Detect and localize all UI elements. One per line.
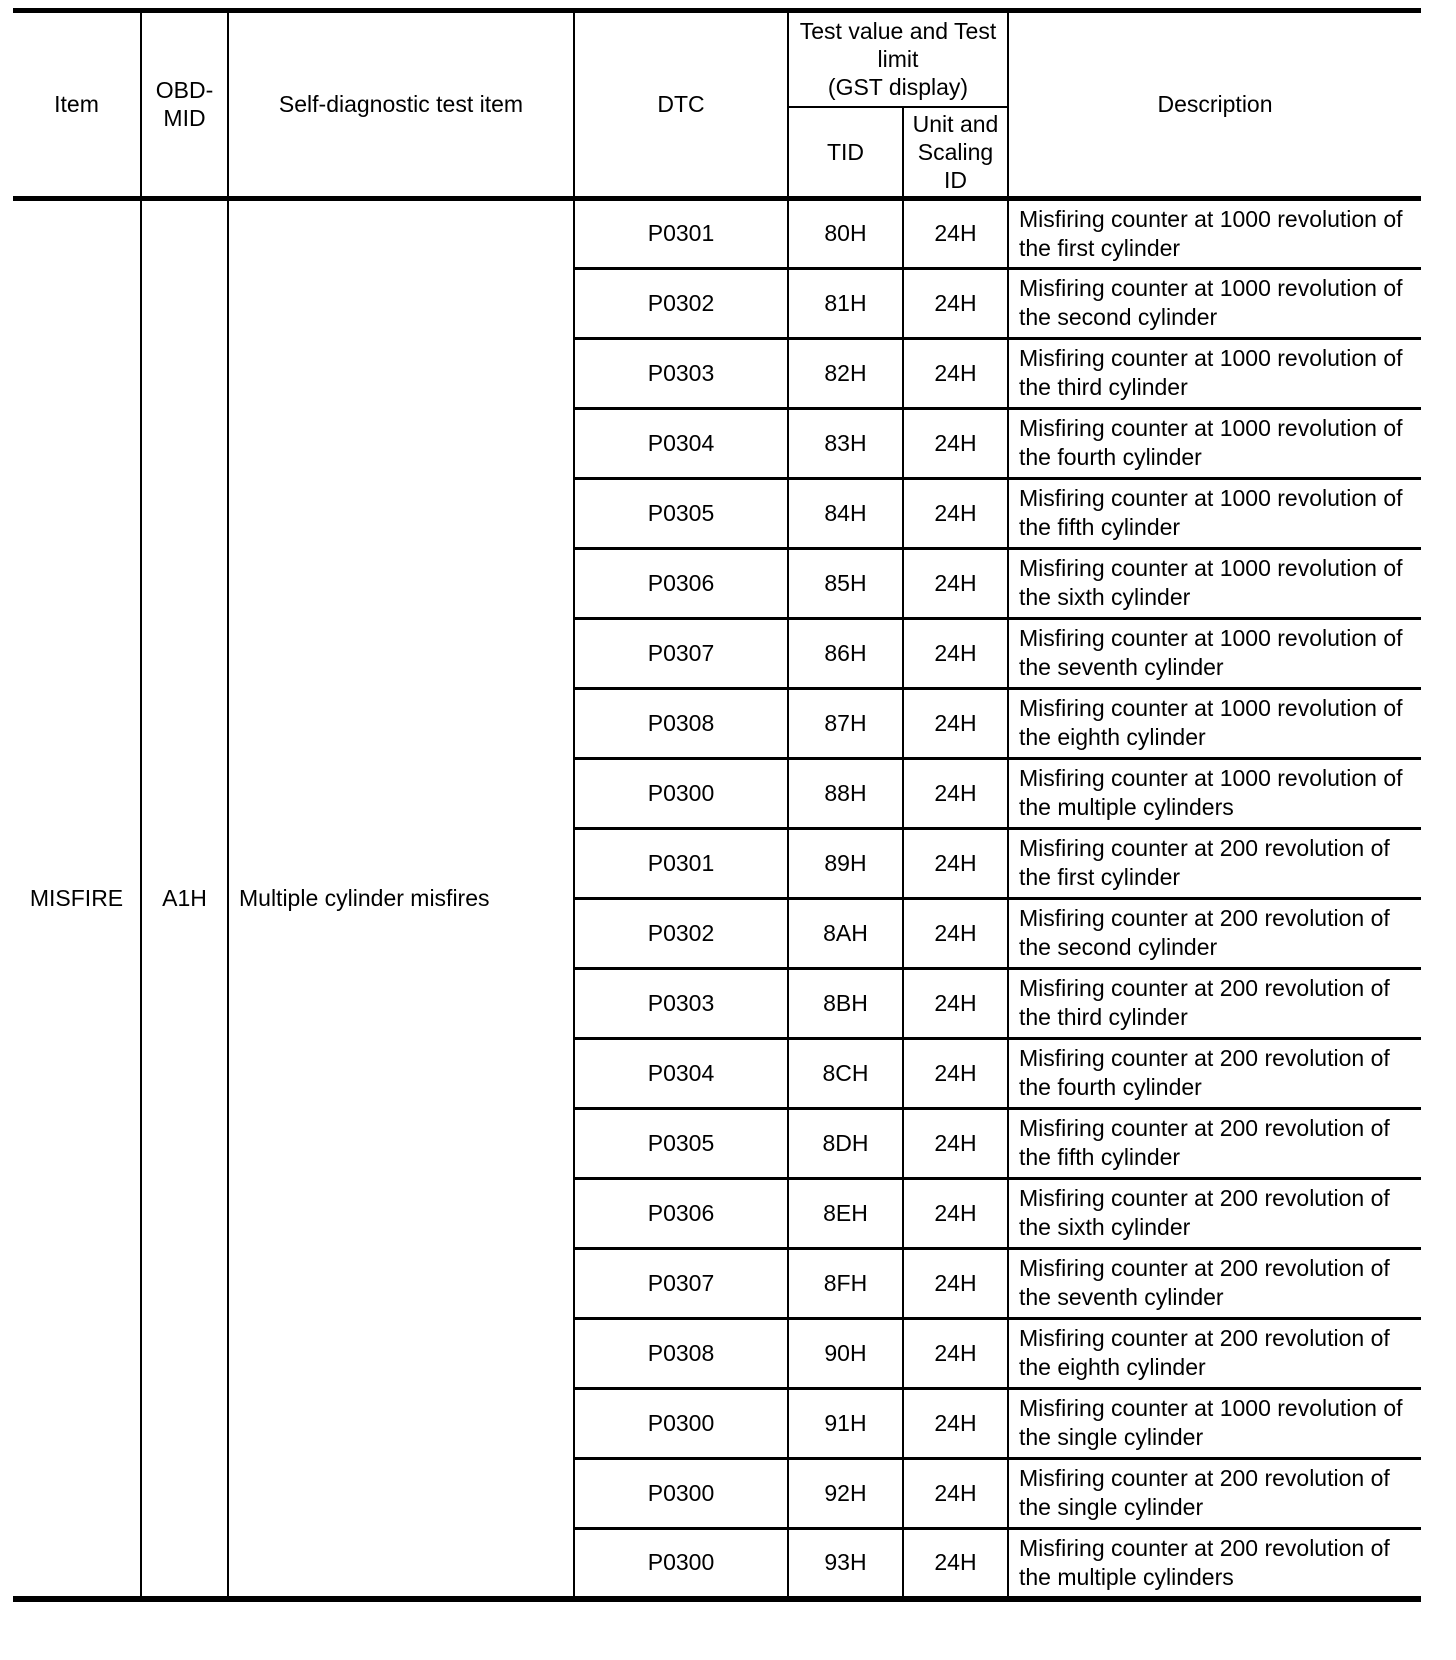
unit-scaling-cell: 24H <box>903 898 1008 968</box>
table-body <box>13 198 1421 1599</box>
unit-scaling-cell: 24H <box>903 618 1008 688</box>
unit-scaling-cell: 24H <box>903 1458 1008 1528</box>
unit-scaling-cell: 24H <box>903 1108 1008 1178</box>
unit-scaling-cell: 24H <box>903 828 1008 898</box>
dtc-cell: P0307 <box>574 1248 788 1318</box>
dtc-cell: P0305 <box>574 1108 788 1178</box>
tid-cell: 8AH <box>788 898 903 968</box>
description-cell: Misfiring counter at 200 revolution of the multiple cylinders <box>1008 1528 1421 1599</box>
unit-scaling-cell: 24H <box>903 688 1008 758</box>
tid-cell: 8EH <box>788 1178 903 1248</box>
unit-scaling-cell: 24H <box>903 548 1008 618</box>
tid-cell: 90H <box>788 1318 903 1388</box>
description-cell: Misfiring counter at 200 revolution of the seventh cylinder <box>1008 1248 1421 1318</box>
dtc-cell: P0302 <box>574 268 788 338</box>
self-diagnostic-cell: Multiple cylinder misfires <box>228 198 574 1599</box>
description-cell: Misfiring counter at 200 revolution of the third cylinder <box>1008 968 1421 1038</box>
item-cell: MISFIRE <box>13 198 141 1599</box>
dtc-cell: P0300 <box>574 1528 788 1599</box>
tid-cell: 82H <box>788 338 903 408</box>
unit-scaling-cell: 24H <box>903 198 1008 268</box>
dtc-cell: P0304 <box>574 408 788 478</box>
description-cell: Misfiring counter at 1000 revolution of the single cylinder <box>1008 1388 1421 1458</box>
unit-scaling-cell: 24H <box>903 338 1008 408</box>
obd-mid-cell: A1H <box>141 198 228 1599</box>
unit-scaling-cell: 24H <box>903 1388 1008 1458</box>
unit-scaling-cell: 24H <box>903 478 1008 548</box>
description-cell: Misfiring counter at 1000 revolution of the eighth cylinder <box>1008 688 1421 758</box>
table-header <box>13 11 1421 199</box>
unit-scaling-cell: 24H <box>903 408 1008 478</box>
unit-scaling-cell: 24H <box>903 1178 1008 1248</box>
test-value-limit-label: Test value and Test limit <box>799 18 997 73</box>
tid-cell: 89H <box>788 828 903 898</box>
tid-cell: 88H <box>788 758 903 828</box>
col-header-self-diagnostic: Self-diagnostic test item <box>228 11 574 199</box>
tid-cell: 8CH <box>788 1038 903 1108</box>
unit-scaling-cell: 24H <box>903 268 1008 338</box>
description-cell: Misfiring counter at 1000 revolution of the fourth cylinder <box>1008 408 1421 478</box>
unit-scaling-cell: 24H <box>903 1528 1008 1599</box>
tid-cell: 92H <box>788 1458 903 1528</box>
col-header-unit-scaling: Unit and Scaling ID <box>903 107 1008 199</box>
unit-scaling-cell: 24H <box>903 1318 1008 1388</box>
col-header-dtc: DTC <box>574 11 788 199</box>
tid-cell: 8DH <box>788 1108 903 1178</box>
description-cell: Misfiring counter at 1000 revolution of the multiple cylinders <box>1008 758 1421 828</box>
dtc-cell: P0308 <box>574 1318 788 1388</box>
description-cell: Misfiring counter at 1000 revolution of the first cylinder <box>1008 198 1421 268</box>
unit-scaling-cell: 24H <box>903 968 1008 1038</box>
tid-cell: 8FH <box>788 1248 903 1318</box>
description-cell: Misfiring counter at 1000 revolution of the sixth cylinder <box>1008 548 1421 618</box>
dtc-cell: P0300 <box>574 758 788 828</box>
table-row <box>13 198 1421 268</box>
description-cell: Misfiring counter at 200 revolution of the first cylinder <box>1008 828 1421 898</box>
description-cell: Misfiring counter at 200 revolution of the sixth cylinder <box>1008 1178 1421 1248</box>
tid-cell: 84H <box>788 478 903 548</box>
header-row-top <box>13 11 1421 107</box>
description-cell: Misfiring counter at 200 revolution of the second cylinder <box>1008 898 1421 968</box>
dtc-cell: P0306 <box>574 1178 788 1248</box>
description-cell: Misfiring counter at 200 revolution of the fourth cylinder <box>1008 1038 1421 1108</box>
tid-cell: 93H <box>788 1528 903 1599</box>
tid-cell: 83H <box>788 408 903 478</box>
description-cell: Misfiring counter at 200 revolution of the fifth cylinder <box>1008 1108 1421 1178</box>
dtc-cell: P0306 <box>574 548 788 618</box>
tid-cell: 80H <box>788 198 903 268</box>
dtc-cell: P0301 <box>574 198 788 268</box>
description-cell: Misfiring counter at 1000 revolution of the second cylinder <box>1008 268 1421 338</box>
dtc-cell: P0300 <box>574 1458 788 1528</box>
dtc-cell: P0305 <box>574 478 788 548</box>
col-header-item: Item <box>13 11 141 199</box>
dtc-cell: P0303 <box>574 338 788 408</box>
description-cell: Misfiring counter at 1000 revolution of the seventh cylinder <box>1008 618 1421 688</box>
tid-cell: 87H <box>788 688 903 758</box>
tid-cell: 8BH <box>788 968 903 1038</box>
description-cell: Misfiring counter at 200 revolution of the single cylinder <box>1008 1458 1421 1528</box>
dtc-cell: P0304 <box>574 1038 788 1108</box>
dtc-cell: P0301 <box>574 828 788 898</box>
dtc-cell: P0300 <box>574 1388 788 1458</box>
tid-cell: 91H <box>788 1388 903 1458</box>
dtc-cell: P0302 <box>574 898 788 968</box>
col-header-description: Description <box>1008 11 1421 199</box>
description-cell: Misfiring counter at 1000 revolution of the third cylinder <box>1008 338 1421 408</box>
unit-scaling-cell: 24H <box>903 1038 1008 1108</box>
tid-cell: 85H <box>788 548 903 618</box>
gst-display-label: (GST display) <box>827 74 969 101</box>
description-cell: Misfiring counter at 200 revolution of the eighth cylinder <box>1008 1318 1421 1388</box>
dtc-cell: P0308 <box>574 688 788 758</box>
tid-cell: 81H <box>788 268 903 338</box>
unit-scaling-cell: 24H <box>903 758 1008 828</box>
diagnostic-table <box>13 8 1421 1602</box>
unit-scaling-cell: 24H <box>903 1248 1008 1318</box>
col-header-obd-mid: OBD-MID <box>141 11 228 199</box>
dtc-cell: P0307 <box>574 618 788 688</box>
dtc-cell: P0303 <box>574 968 788 1038</box>
tid-cell: 86H <box>788 618 903 688</box>
description-cell: Misfiring counter at 1000 revolution of the fifth cylinder <box>1008 478 1421 548</box>
col-header-test-value <box>788 11 1008 107</box>
col-header-tid: TID <box>788 107 903 199</box>
